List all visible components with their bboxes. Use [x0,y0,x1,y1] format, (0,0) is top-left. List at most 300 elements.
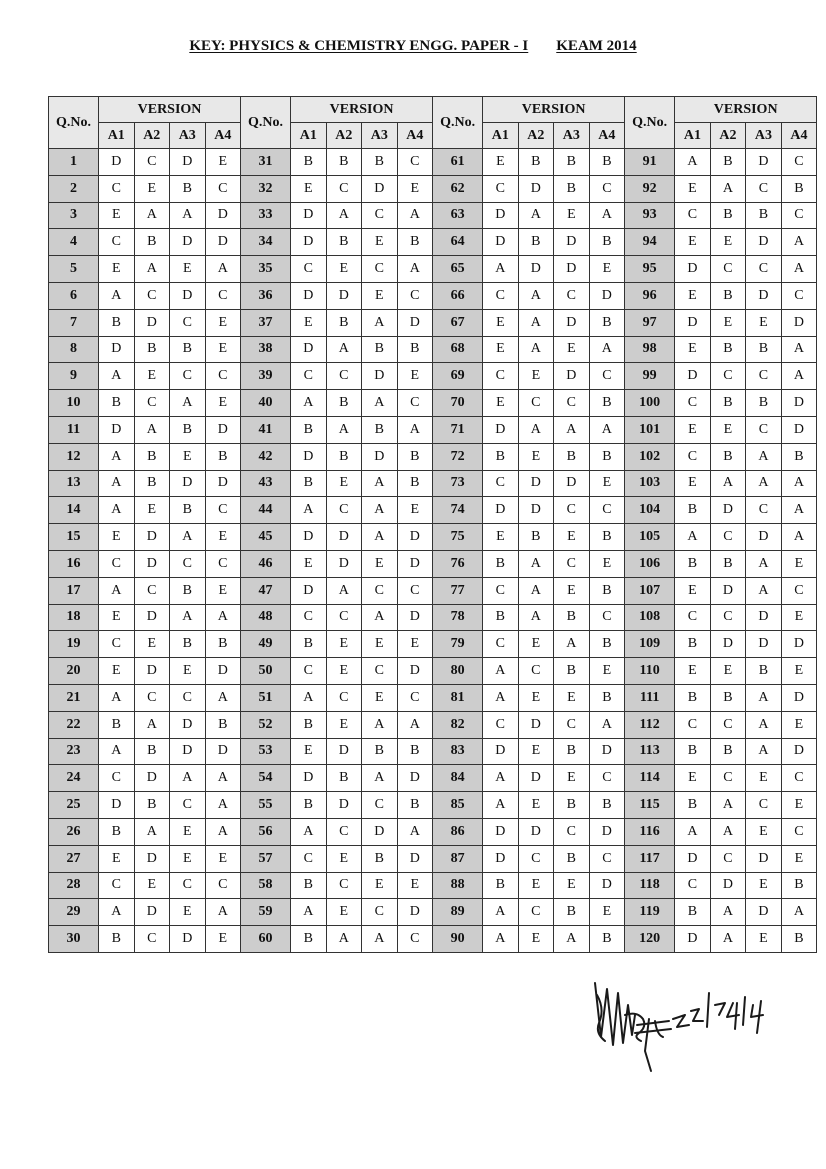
answer-cell: E [675,658,711,685]
answer-rows [49,149,817,953]
question-number: 12 [49,443,99,470]
question-number: 83 [433,738,483,765]
answer-cell: D [99,149,135,176]
answer-cell: B [326,390,362,417]
answer-cell: C [170,550,206,577]
answer-cell: B [397,470,433,497]
answer-cell: A [99,738,135,765]
answer-cell: C [99,872,135,899]
answer-cell: A [326,336,362,363]
question-number: 101 [625,416,675,443]
answer-cell: E [483,336,519,363]
answer-cell: A [205,256,241,283]
answer-cell: D [397,524,433,551]
question-number: 62 [433,175,483,202]
answer-cell: D [291,282,327,309]
answer-cell: E [746,818,782,845]
question-number: 85 [433,792,483,819]
answer-cell: B [205,631,241,658]
answer-cell: C [291,658,327,685]
answer-cell: A [362,765,398,792]
answer-cell: A [170,765,206,792]
answer-cell: D [291,336,327,363]
answer-cell: E [675,765,711,792]
answer-cell: C [483,282,519,309]
answer-cell: C [675,604,711,631]
answer-cell: C [483,577,519,604]
answer-cell: A [518,416,554,443]
answer-cell: E [781,711,817,738]
answer-cell: E [362,684,398,711]
answer-cell: E [205,309,241,336]
answer-cell: A [362,390,398,417]
answer-cell: B [291,872,327,899]
answer-cell: B [291,711,327,738]
answer-cell: B [675,550,711,577]
answer-cell: B [518,149,554,176]
question-number: 68 [433,336,483,363]
question-number: 6 [49,282,99,309]
answer-cell: C [675,202,711,229]
answer-cell: C [483,631,519,658]
answer-cell: B [99,711,135,738]
answer-cell: B [362,738,398,765]
answer-cell: D [483,202,519,229]
answer-cell: A [362,711,398,738]
answer-cell: C [326,497,362,524]
answer-cell: C [781,282,817,309]
answer-cell: C [170,309,206,336]
answer-cell: E [397,497,433,524]
answer-cell: D [170,470,206,497]
table-row [49,149,817,176]
answer-cell: D [134,845,170,872]
version-header: VERSION [675,97,817,123]
question-number: 67 [433,309,483,336]
answer-cell: B [99,309,135,336]
question-number: 109 [625,631,675,658]
answer-cell: D [518,765,554,792]
question-number: 20 [49,658,99,685]
answer-cell: D [326,282,362,309]
answer-cell: B [134,738,170,765]
answer-cell: D [746,899,782,926]
answer-cell: B [554,845,590,872]
answer-cell: B [205,443,241,470]
answer-cell: E [589,899,625,926]
table-row [49,550,817,577]
answer-cell: D [554,229,590,256]
answer-cell: A [781,899,817,926]
answer-cell: D [170,711,206,738]
table-row [49,872,817,899]
answer-cell: E [362,550,398,577]
question-number: 8 [49,336,99,363]
answer-cell: E [710,229,746,256]
answer-cell: A [362,470,398,497]
answer-cell: E [675,416,711,443]
answer-cell: C [205,282,241,309]
question-number: 100 [625,390,675,417]
answer-cell: C [362,577,398,604]
answer-cell: C [781,577,817,604]
answer-cell: D [675,363,711,390]
question-number: 98 [625,336,675,363]
question-number: 54 [241,765,291,792]
answer-cell: C [397,149,433,176]
version-header: VERSION [291,97,433,123]
answer-cell: D [554,470,590,497]
answer-cell: E [326,658,362,685]
answer-cell: A [99,577,135,604]
answer-cell: C [397,577,433,604]
answer-cell: A [746,684,782,711]
answer-cell: D [134,604,170,631]
answer-cell: E [554,577,590,604]
answer-cell: B [483,604,519,631]
question-number: 114 [625,765,675,792]
question-number: 63 [433,202,483,229]
answer-cell: D [746,604,782,631]
question-number: 80 [433,658,483,685]
answer-cell: A [99,684,135,711]
answer-cell: C [291,604,327,631]
table-row [49,684,817,711]
answer-cell: C [710,711,746,738]
answer-cell: A [781,256,817,283]
answer-cell: A [483,684,519,711]
question-number: 91 [625,149,675,176]
answer-cell: E [291,738,327,765]
answer-cell: B [675,792,711,819]
answer-cell: E [99,256,135,283]
answer-cell: A [781,470,817,497]
answer-cell: A [134,256,170,283]
question-number: 56 [241,818,291,845]
answer-cell: D [554,363,590,390]
answer-cell: A [134,711,170,738]
table-row [49,845,817,872]
question-number: 87 [433,845,483,872]
answer-cell: A [99,443,135,470]
answer-cell: E [746,309,782,336]
table-row [49,631,817,658]
answer-cell: E [675,336,711,363]
question-number: 26 [49,818,99,845]
version-header: VERSION [483,97,625,123]
answer-cell: B [781,175,817,202]
answer-cell: D [205,470,241,497]
answer-cell: C [781,149,817,176]
question-number: 79 [433,631,483,658]
answer-cell: E [170,443,206,470]
answer-cell: E [589,256,625,283]
answer-cell: E [397,872,433,899]
answer-cell: D [291,524,327,551]
table-row [49,658,817,685]
answer-cell: B [170,577,206,604]
answer-cell: A [362,604,398,631]
answer-cell: B [781,872,817,899]
answer-cell: A [746,711,782,738]
answer-cell: C [675,711,711,738]
answer-cell: B [746,202,782,229]
version-code-a4: A4 [589,123,625,149]
question-number: 118 [625,872,675,899]
answer-cell: E [554,872,590,899]
answer-cell: A [746,577,782,604]
answer-cell: E [554,684,590,711]
answer-cell: A [291,497,327,524]
answer-cell: C [675,872,711,899]
answer-cell: C [99,229,135,256]
answer-cell: E [205,524,241,551]
answer-cell: E [362,872,398,899]
answer-cell: D [99,336,135,363]
answer-cell: D [170,282,206,309]
answer-cell: C [134,577,170,604]
version-code-a2: A2 [518,123,554,149]
answer-cell: E [362,631,398,658]
answer-cell: A [397,256,433,283]
answer-cell: B [710,443,746,470]
question-number: 57 [241,845,291,872]
answer-cell: A [710,792,746,819]
answer-cell: B [170,336,206,363]
answer-cell: B [589,443,625,470]
answer-cell: D [746,229,782,256]
answer-cell: D [397,309,433,336]
question-number: 107 [625,577,675,604]
answer-cell: D [291,443,327,470]
answer-cell: C [134,684,170,711]
answer-cell: E [746,872,782,899]
answer-cell: A [326,202,362,229]
answer-cell: C [746,363,782,390]
question-number: 48 [241,604,291,631]
answer-cell: E [170,256,206,283]
question-number: 31 [241,149,291,176]
question-number: 5 [49,256,99,283]
answer-cell: A [291,818,327,845]
answer-cell: E [518,872,554,899]
answer-cell: E [99,604,135,631]
answer-cell: E [554,202,590,229]
table-row [49,738,817,765]
answer-cell: C [483,175,519,202]
answer-cell: E [362,229,398,256]
table-row [49,524,817,551]
question-number: 40 [241,390,291,417]
answer-cell: B [554,175,590,202]
question-number: 89 [433,899,483,926]
question-number: 108 [625,604,675,631]
answer-cell: D [518,175,554,202]
answer-cell: E [326,470,362,497]
answer-cell: A [205,792,241,819]
answer-cell: D [483,497,519,524]
answer-cell: A [362,524,398,551]
answer-cell: E [99,845,135,872]
answer-cell: D [134,309,170,336]
answer-cell: A [134,818,170,845]
answer-cell: E [675,282,711,309]
answer-cell: B [291,631,327,658]
question-number: 47 [241,577,291,604]
table-row [49,443,817,470]
answer-cell: A [170,524,206,551]
answer-cell: C [746,497,782,524]
answer-cell: B [326,765,362,792]
table-row [49,202,817,229]
answer-cell: A [291,899,327,926]
answer-cell: D [291,765,327,792]
answer-cell: B [746,390,782,417]
answer-cell: D [518,470,554,497]
answer-cell: B [710,149,746,176]
question-number: 120 [625,926,675,953]
answer-cell: C [781,818,817,845]
answer-cell: E [291,175,327,202]
answer-cell: B [397,443,433,470]
question-number: 28 [49,872,99,899]
question-number: 4 [49,229,99,256]
answer-cell: D [134,550,170,577]
answer-cell: C [746,175,782,202]
answer-cell: E [554,765,590,792]
answer-cell: E [518,684,554,711]
answer-cell: A [397,818,433,845]
answer-cell: E [675,577,711,604]
table-row [49,470,817,497]
question-number: 16 [49,550,99,577]
answer-cell: B [362,149,398,176]
answer-cell: E [675,470,711,497]
answer-cell: D [746,149,782,176]
answer-cell: A [291,390,327,417]
answer-cell: E [326,256,362,283]
answer-cell: C [781,202,817,229]
answer-cell: A [781,336,817,363]
question-number: 46 [241,550,291,577]
answer-cell: A [326,416,362,443]
question-number: 22 [49,711,99,738]
answer-cell: E [397,631,433,658]
question-number: 113 [625,738,675,765]
answer-cell: E [781,845,817,872]
answer-cell: A [99,282,135,309]
question-number: 59 [241,899,291,926]
answer-cell: B [518,524,554,551]
question-number: 3 [49,202,99,229]
question-number: 43 [241,470,291,497]
answer-cell: A [781,363,817,390]
answer-cell: A [554,926,590,953]
answer-cell: A [326,577,362,604]
answer-cell: B [589,684,625,711]
answer-cell: C [589,497,625,524]
answer-cell: C [397,390,433,417]
question-number: 70 [433,390,483,417]
answer-cell: D [746,282,782,309]
question-number: 61 [433,149,483,176]
table-row [49,229,817,256]
answer-cell: E [362,282,398,309]
version-code-a1: A1 [291,123,327,149]
answer-cell: C [134,149,170,176]
answer-cell: C [170,792,206,819]
answer-cell: E [781,604,817,631]
question-number: 37 [241,309,291,336]
answer-cell: B [483,872,519,899]
answer-cell: D [326,792,362,819]
answer-cell: D [554,256,590,283]
answer-key-table [48,96,817,953]
answer-cell: B [589,390,625,417]
question-number: 29 [49,899,99,926]
question-number: 93 [625,202,675,229]
version-code-a3: A3 [746,123,782,149]
question-number: 53 [241,738,291,765]
answer-cell: B [554,738,590,765]
answer-cell: C [397,684,433,711]
answer-cell: A [781,229,817,256]
answer-cell: B [675,631,711,658]
question-number: 11 [49,416,99,443]
answer-cell: C [326,604,362,631]
version-code-a3: A3 [170,123,206,149]
answer-cell: C [483,363,519,390]
answer-cell: A [291,684,327,711]
answer-cell: E [205,149,241,176]
answer-cell: D [518,711,554,738]
question-number: 49 [241,631,291,658]
answer-cell: E [675,229,711,256]
answer-cell: D [589,872,625,899]
table-row [49,175,817,202]
answer-cell: D [675,309,711,336]
answer-cell: A [397,711,433,738]
answer-cell: D [170,149,206,176]
qno-header: Q.No. [49,97,99,149]
answer-cell: D [99,792,135,819]
answer-cell: D [134,524,170,551]
answer-cell: C [326,818,362,845]
answer-cell: B [675,684,711,711]
answer-cell: B [589,229,625,256]
question-number: 75 [433,524,483,551]
answer-cell: D [326,738,362,765]
table-row [49,256,817,283]
answer-cell: D [291,202,327,229]
answer-cell: D [483,818,519,845]
answer-cell: D [483,845,519,872]
answer-cell: A [589,711,625,738]
answer-cell: D [518,256,554,283]
answer-cell: D [291,229,327,256]
question-number: 58 [241,872,291,899]
answer-cell: B [397,229,433,256]
answer-cell: C [589,765,625,792]
question-number: 38 [241,336,291,363]
answer-cell: E [746,926,782,953]
answer-cell: E [554,524,590,551]
answer-cell: B [710,390,746,417]
version-code-a1: A1 [483,123,519,149]
answer-cell: C [518,899,554,926]
question-number: 50 [241,658,291,685]
answer-cell: B [781,443,817,470]
